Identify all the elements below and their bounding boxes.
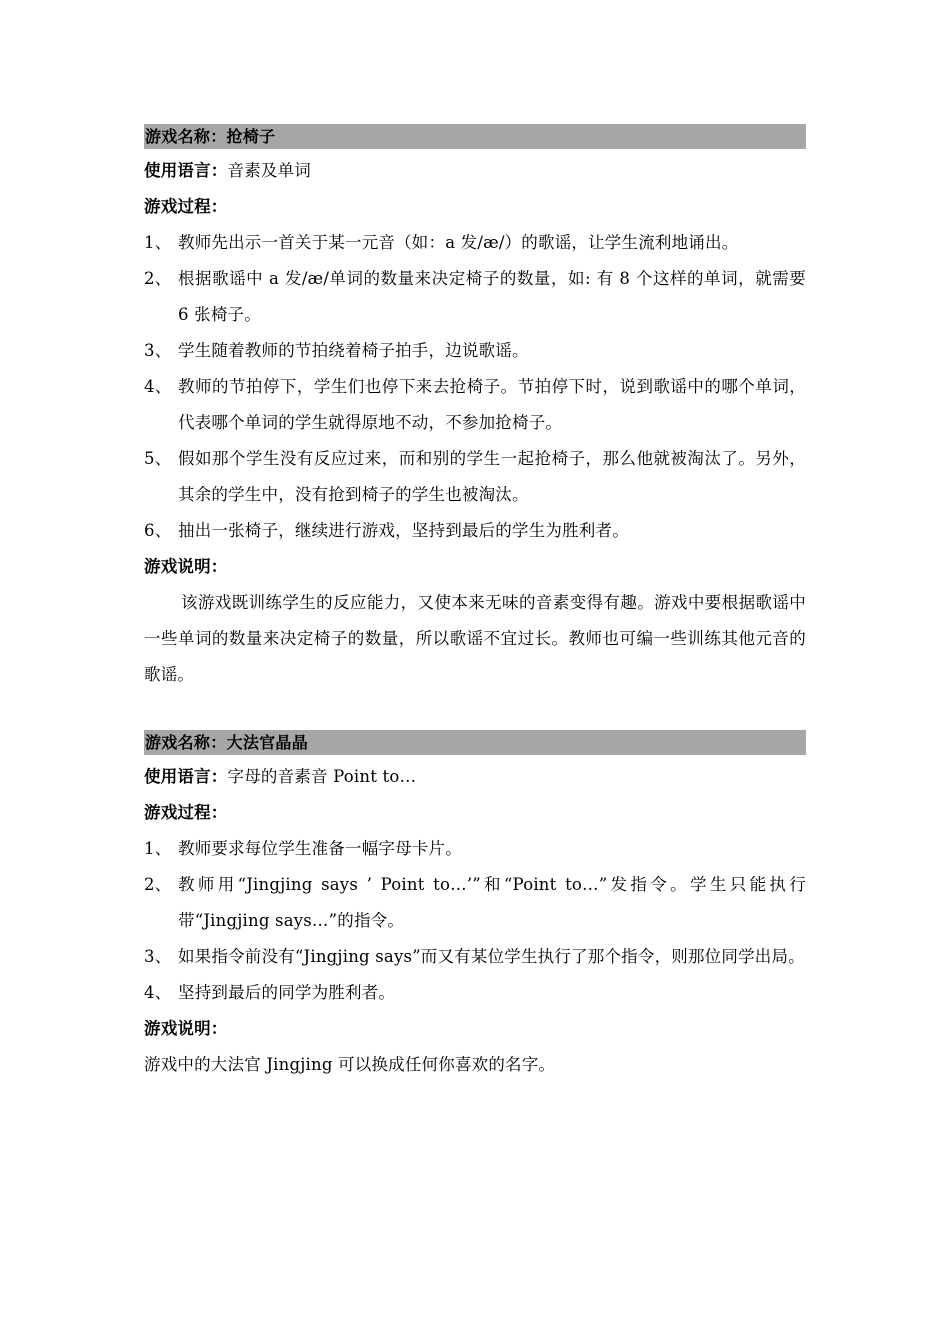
language-line xyxy=(144,759,806,795)
process-step xyxy=(144,867,806,939)
step-number: 2、 xyxy=(144,269,172,288)
step-number: 3、 xyxy=(144,947,172,966)
process-step xyxy=(144,333,806,369)
step-number: 2、 xyxy=(144,875,172,894)
step-text: 教师的节拍停下，学生们也停下来去抢椅子。节拍停下时，说到歌谣中的哪个单词，代表哪个单词的学生就得原地不动，不参加抢椅子。 xyxy=(178,377,806,432)
game-name-value: 大法官晶晶 xyxy=(226,733,309,752)
step-text: 教师要求每位学生准备一幅字母卡片。 xyxy=(178,839,462,858)
game-name-label: 游戏名称： xyxy=(145,127,227,146)
language-value: 音素及单词 xyxy=(227,161,311,180)
step-text: 假如那个学生没有反应过来，而和别的学生一起抢椅子，那么他就被淘汰了。另外，其余的学生中，没有抢到椅子的学生也被淘汰。 xyxy=(178,449,806,504)
step-text: 学生随着教师的节拍绕着椅子拍手，边说歌谣。 xyxy=(178,341,529,360)
step-text: 抽出一张椅子，继续进行游戏，坚持到最后的学生为胜利者。 xyxy=(178,521,629,540)
process-step xyxy=(144,261,806,333)
game-name-value: 抢椅子 xyxy=(226,127,276,146)
game-title-bar xyxy=(144,730,806,755)
process-heading: 游戏过程： xyxy=(144,197,228,216)
explain-paragraph: 该游戏既训练学生的反应能力，又使本来无味的音素变得有趣。游戏中要根据歌谣中一些单词的数量来决定椅子的数量，所以歌谣不宜过长。教师也可编一些训练其他元音的歌谣。 xyxy=(144,593,806,684)
step-number: 1、 xyxy=(144,233,172,252)
process-heading: 游戏过程： xyxy=(144,803,228,822)
step-number: 4、 xyxy=(144,983,172,1002)
step-text: 教师用“Jingjing says ’ Point to…’”和“Point to…”发指令。学生只能执行带“Jingjing says…”的指令。 xyxy=(178,875,806,930)
step-number: 1、 xyxy=(144,839,172,858)
step-text: 如果指令前没有“Jingjing says”而又有某位学生执行了那个指令，则那位同学出局。 xyxy=(178,947,805,966)
step-number: 6、 xyxy=(144,521,172,540)
process-step xyxy=(144,225,806,261)
game-title-bar xyxy=(144,124,806,149)
process-step xyxy=(144,441,806,513)
game-section-2 xyxy=(144,730,806,1083)
process-step xyxy=(144,513,806,549)
explain-heading: 游戏说明： xyxy=(144,557,228,576)
game-section-1 xyxy=(144,124,806,693)
language-line xyxy=(144,153,806,189)
process-step xyxy=(144,369,806,441)
step-number: 5、 xyxy=(144,449,172,468)
step-number: 3、 xyxy=(144,341,172,360)
process-step xyxy=(144,975,806,1011)
step-text: 教师先出示一首关于某一元音（如：a 发/æ/）的歌谣，让学生流利地诵出。 xyxy=(178,233,739,252)
language-label: 使用语言： xyxy=(144,161,228,180)
explain-paragraph: 游戏中的大法官 Jingjing 可以换成任何你喜欢的名字。 xyxy=(144,1055,556,1074)
language-value: 字母的音素音 Point to… xyxy=(227,767,417,786)
language-label: 使用语言： xyxy=(144,767,228,786)
process-step xyxy=(144,939,806,975)
process-step xyxy=(144,831,806,867)
explain-heading: 游戏说明： xyxy=(144,1019,228,1038)
step-text: 根据歌谣中 a 发/æ/单词的数量来决定椅子的数量，如: 有 8 个这样的单词，就需要 6 张椅子。 xyxy=(178,269,806,324)
step-number: 4、 xyxy=(144,377,172,396)
game-name-label: 游戏名称： xyxy=(145,733,227,752)
step-text: 坚持到最后的同学为胜利者。 xyxy=(178,983,396,1002)
